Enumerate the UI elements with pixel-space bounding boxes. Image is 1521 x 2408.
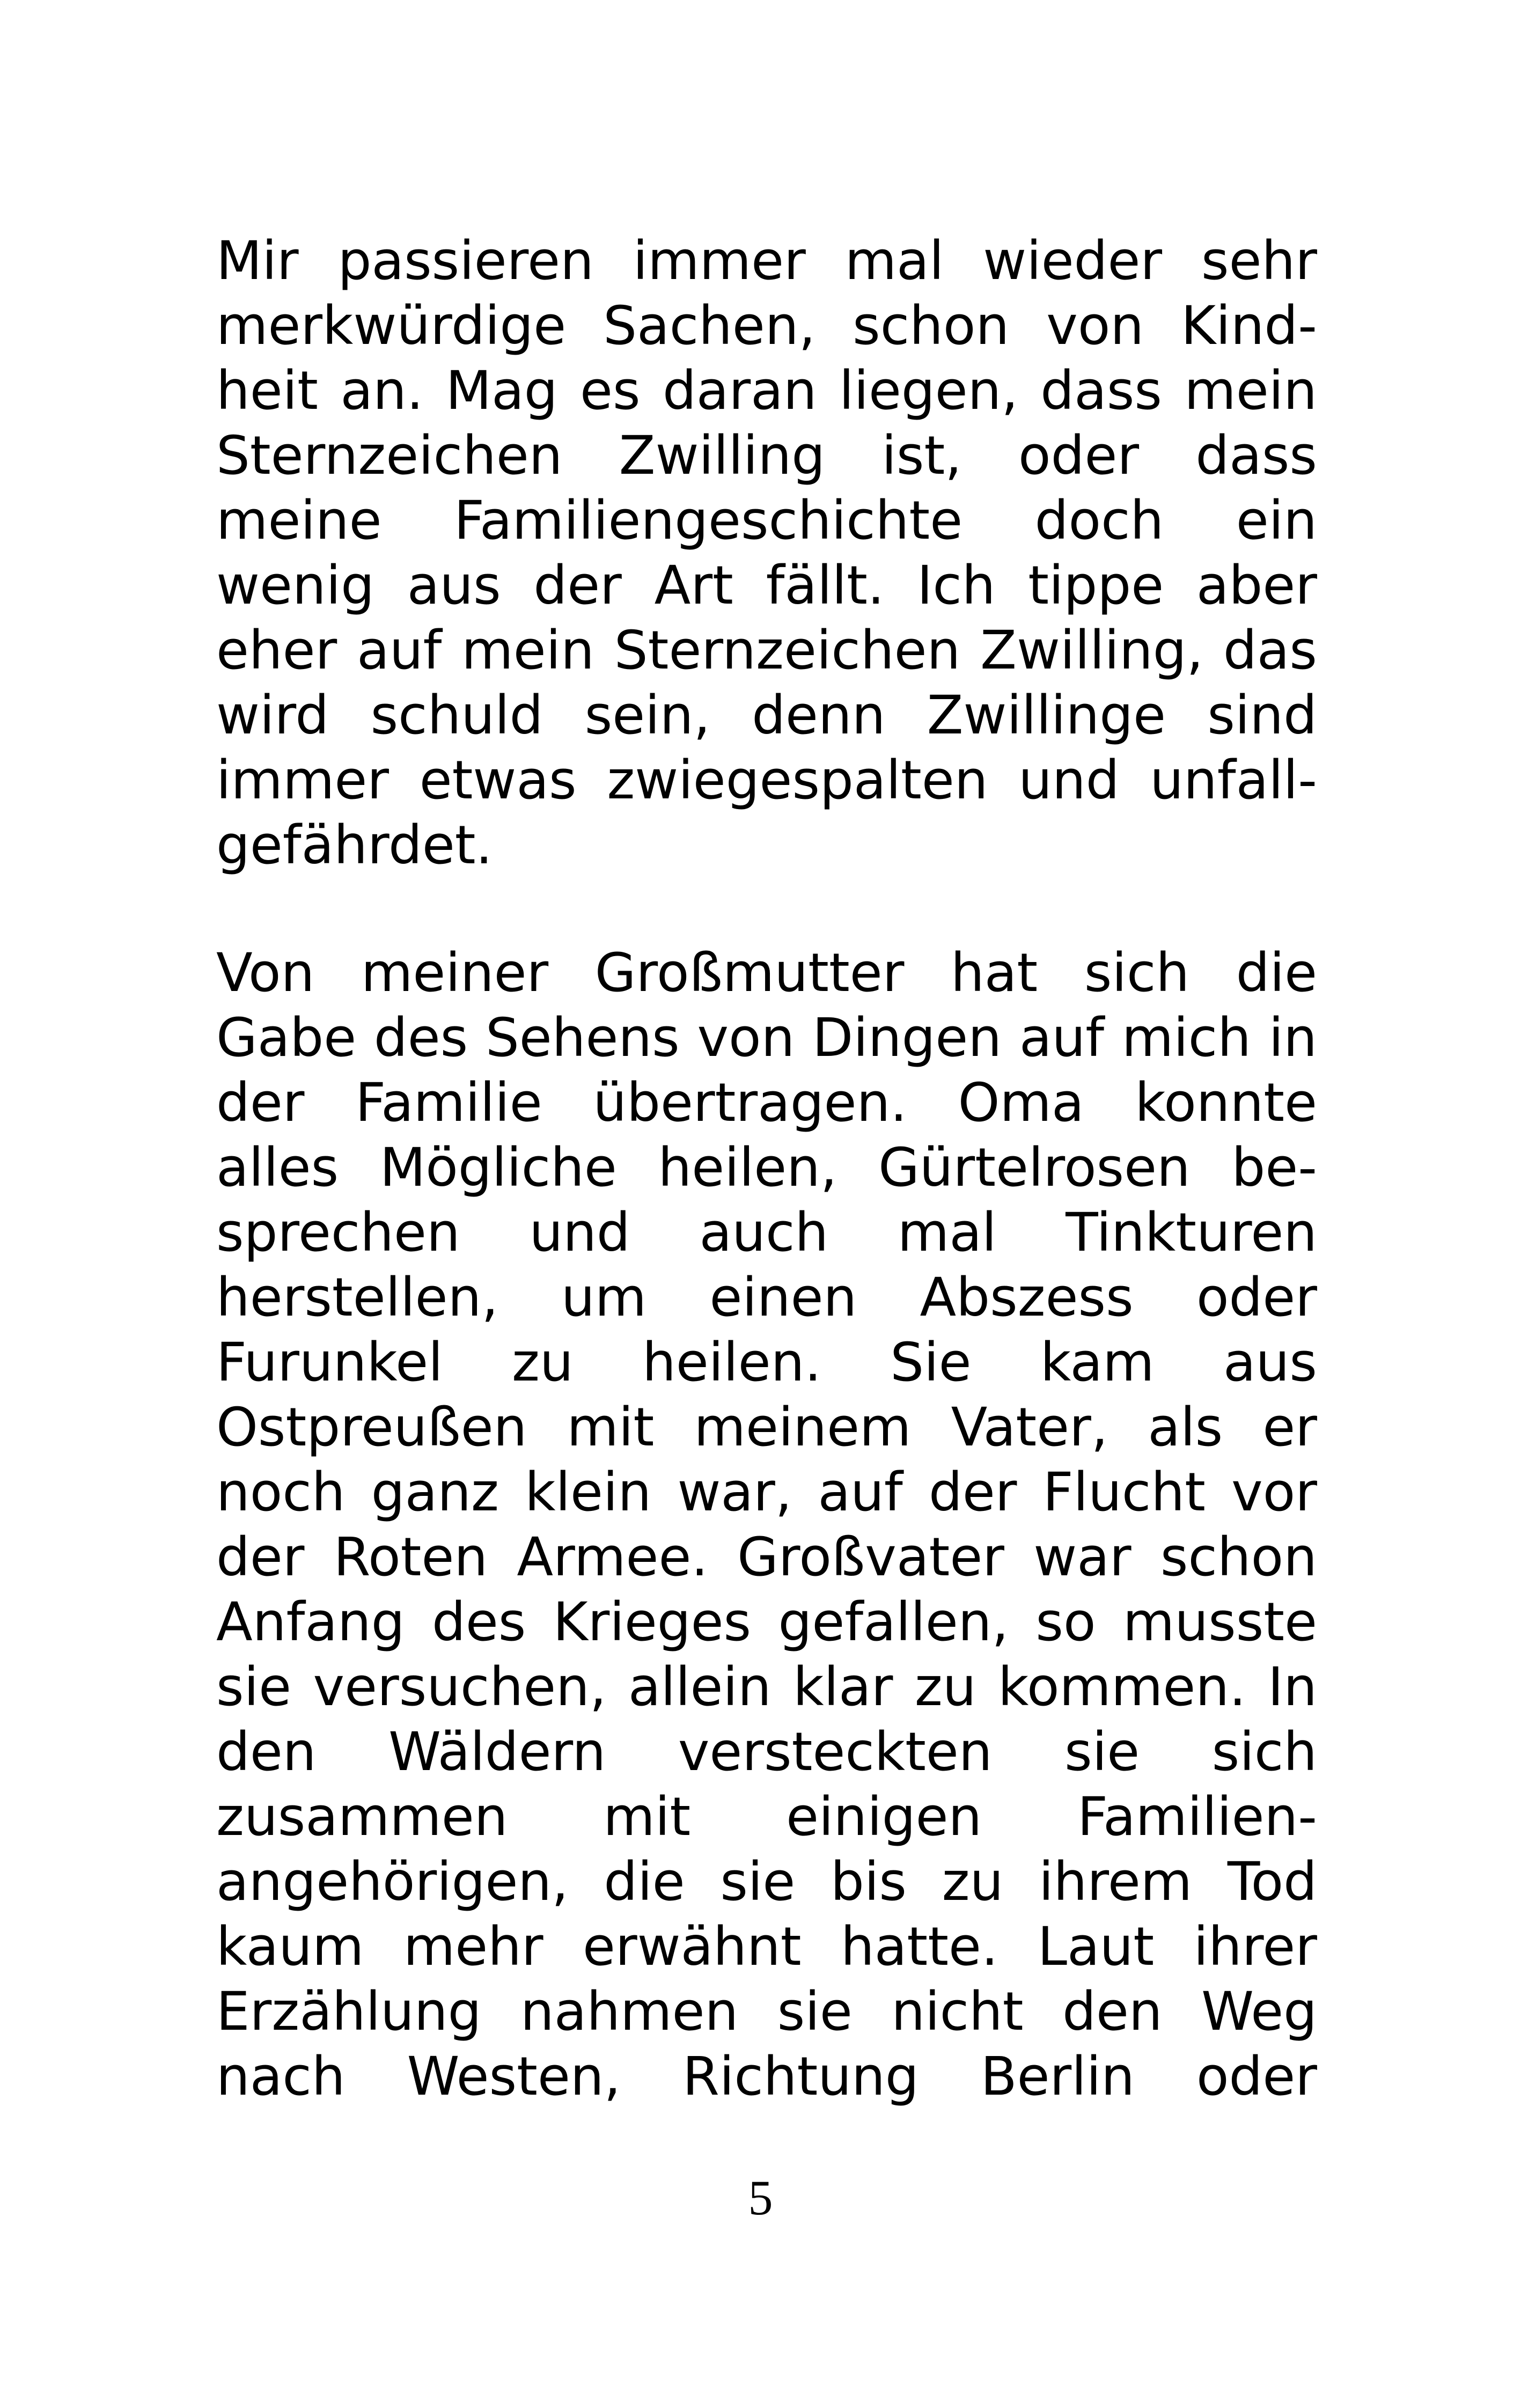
- text-line: gefährdet.: [216, 814, 493, 876]
- text-line: sprechen und auch mal Tinkturen: [216, 1202, 1317, 1264]
- text-line: meine Familiengeschichte doch ein: [216, 490, 1317, 552]
- text-line: Gabe des Sehens von Dingen auf mich in: [216, 1007, 1317, 1069]
- text-line: Erzählung nahmen sie nicht den Weg: [216, 1981, 1317, 2043]
- text-line: heit an. Mag es daran liegen, dass mein: [216, 360, 1317, 422]
- text-line: angehörigen, die sie bis zu ihrem Tod: [216, 1851, 1317, 1913]
- text-line: sie versuchen, allein klar zu kommen. In: [216, 1656, 1317, 1718]
- text-line: Furunkel zu heilen. Sie kam aus: [216, 1332, 1317, 1393]
- text-line: wenig aus der Art fällt. Ich tippe aber: [216, 555, 1317, 616]
- text-line: merkwürdige Sachen, schon von Kind-: [216, 295, 1317, 357]
- text-line: der Roten Armee. Großvater war schon: [216, 1526, 1317, 1588]
- text-line: wird schuld sein, denn Zwillinge sind: [216, 685, 1317, 746]
- text-line: zusammen mit einigen Familien-: [216, 1786, 1317, 1848]
- text-line: der Familie übertragen. Oma konnte: [216, 1072, 1317, 1134]
- text-line: Ostpreußen mit meinem Vater, als er: [216, 1397, 1317, 1458]
- text-line: eher auf mein Sternzeichen Zwilling, das: [216, 620, 1317, 681]
- text-line: nach Westen, Richtung Berlin oder: [216, 2046, 1317, 2108]
- text-line: den Wäldern versteckten sie sich: [216, 1721, 1317, 1783]
- text-line: kaum mehr erwähnt hatte. Laut ihrer: [216, 1916, 1317, 1978]
- text-line: Sternzeichen Zwilling ist, oder dass: [216, 425, 1317, 487]
- text-line: Von meiner Großmutter hat sich die: [216, 942, 1317, 1004]
- text-line: alles Mögliche heilen, Gürtelrosen be-: [216, 1137, 1317, 1199]
- paragraph-2: [216, 941, 1317, 2109]
- text-line: Mir passieren immer mal wieder sehr: [216, 230, 1317, 292]
- text-line: noch ganz klein war, auf der Flucht vor: [216, 1462, 1317, 1523]
- page-number: 5: [748, 2170, 773, 2225]
- text-line: immer etwas zwiegespalten und unfall-: [216, 750, 1317, 811]
- paragraph-1: [216, 229, 1317, 878]
- text-line: herstellen, um einen Abszess oder: [216, 1267, 1317, 1328]
- text-line: Anfang des Krieges gefallen, so musste: [216, 1591, 1317, 1653]
